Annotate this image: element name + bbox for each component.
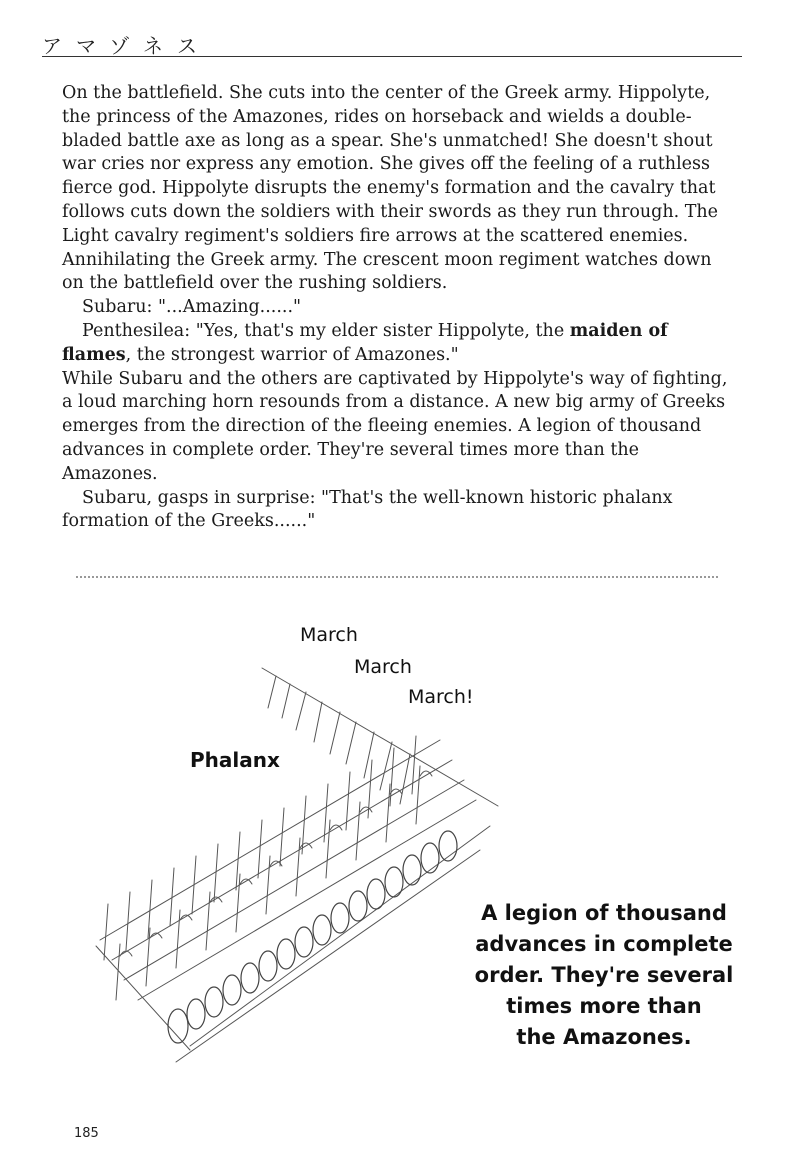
caption-line-5: the Amazones. — [516, 1025, 692, 1049]
illustration-caption — [470, 898, 738, 1053]
sfx-march-2: March — [354, 656, 412, 678]
page-number: 185 — [74, 1126, 99, 1141]
paragraph-subaru-amazing: Subaru: "...Amazing......" — [82, 297, 302, 318]
paragraph-battlefield: On the battlefield. She cuts into the center of the Greek army. Hippolyte, the princess of the Amazones, rides on horseback and wields a double-bladed battle axe as long as a spear. She's unmatched! She doesn't shout war cries nor express any emotion. She gives off the feeling of a ruthless fierce god. Hippolyte disrupts the enemy's formation and the cavalry that follows cuts down the soldiers with their swords as they run through. The Light cavalry regiment's soldiers fire arrows at the scattered enemies. Annihilating the Greek army. The crescent moon regiment watches down on the battlefield over the rushing soldiers. — [62, 83, 719, 294]
paragraph-marching-horn: While Subaru and the others are captivated by Hippolyte's way of fighting, a loud marching horn resounds from a distance. A new big army of Greeks emerges from the direction of the fleeing enemies. A legion of thousand advances in complete order. They're several times more than the Amazones. — [62, 368, 728, 484]
phalanx-label: Phalanx — [190, 748, 280, 772]
caption-line-2: advances in complete — [475, 932, 733, 956]
paragraph-penthesilea — [62, 320, 738, 368]
chapter-header-title: アマゾネス — [42, 34, 211, 58]
sfx-march-3: March! — [408, 686, 474, 708]
caption-line-3: order. They're several — [474, 963, 734, 987]
caption-line-4: times more than — [506, 994, 702, 1018]
caption-line-1: A legion of thousand — [481, 901, 727, 925]
section-divider — [76, 576, 718, 578]
maiden-of-flames-emphasis: maiden of flames — [62, 320, 668, 365]
penthesilea-line-start: Penthesilea: "Yes, that's my elder sister Hippolyte, the — [82, 320, 570, 341]
paragraph-subaru-phalanx: Subaru, gasps in surprise: "That's the well-known historic phalanx formation of the Greeks......" — [62, 487, 673, 532]
story-text — [62, 82, 738, 534]
sfx-march-1: March — [300, 624, 358, 646]
header-divider — [42, 56, 742, 57]
penthesilea-line-end: , the strongest warrior of Amazones." — [125, 344, 459, 365]
